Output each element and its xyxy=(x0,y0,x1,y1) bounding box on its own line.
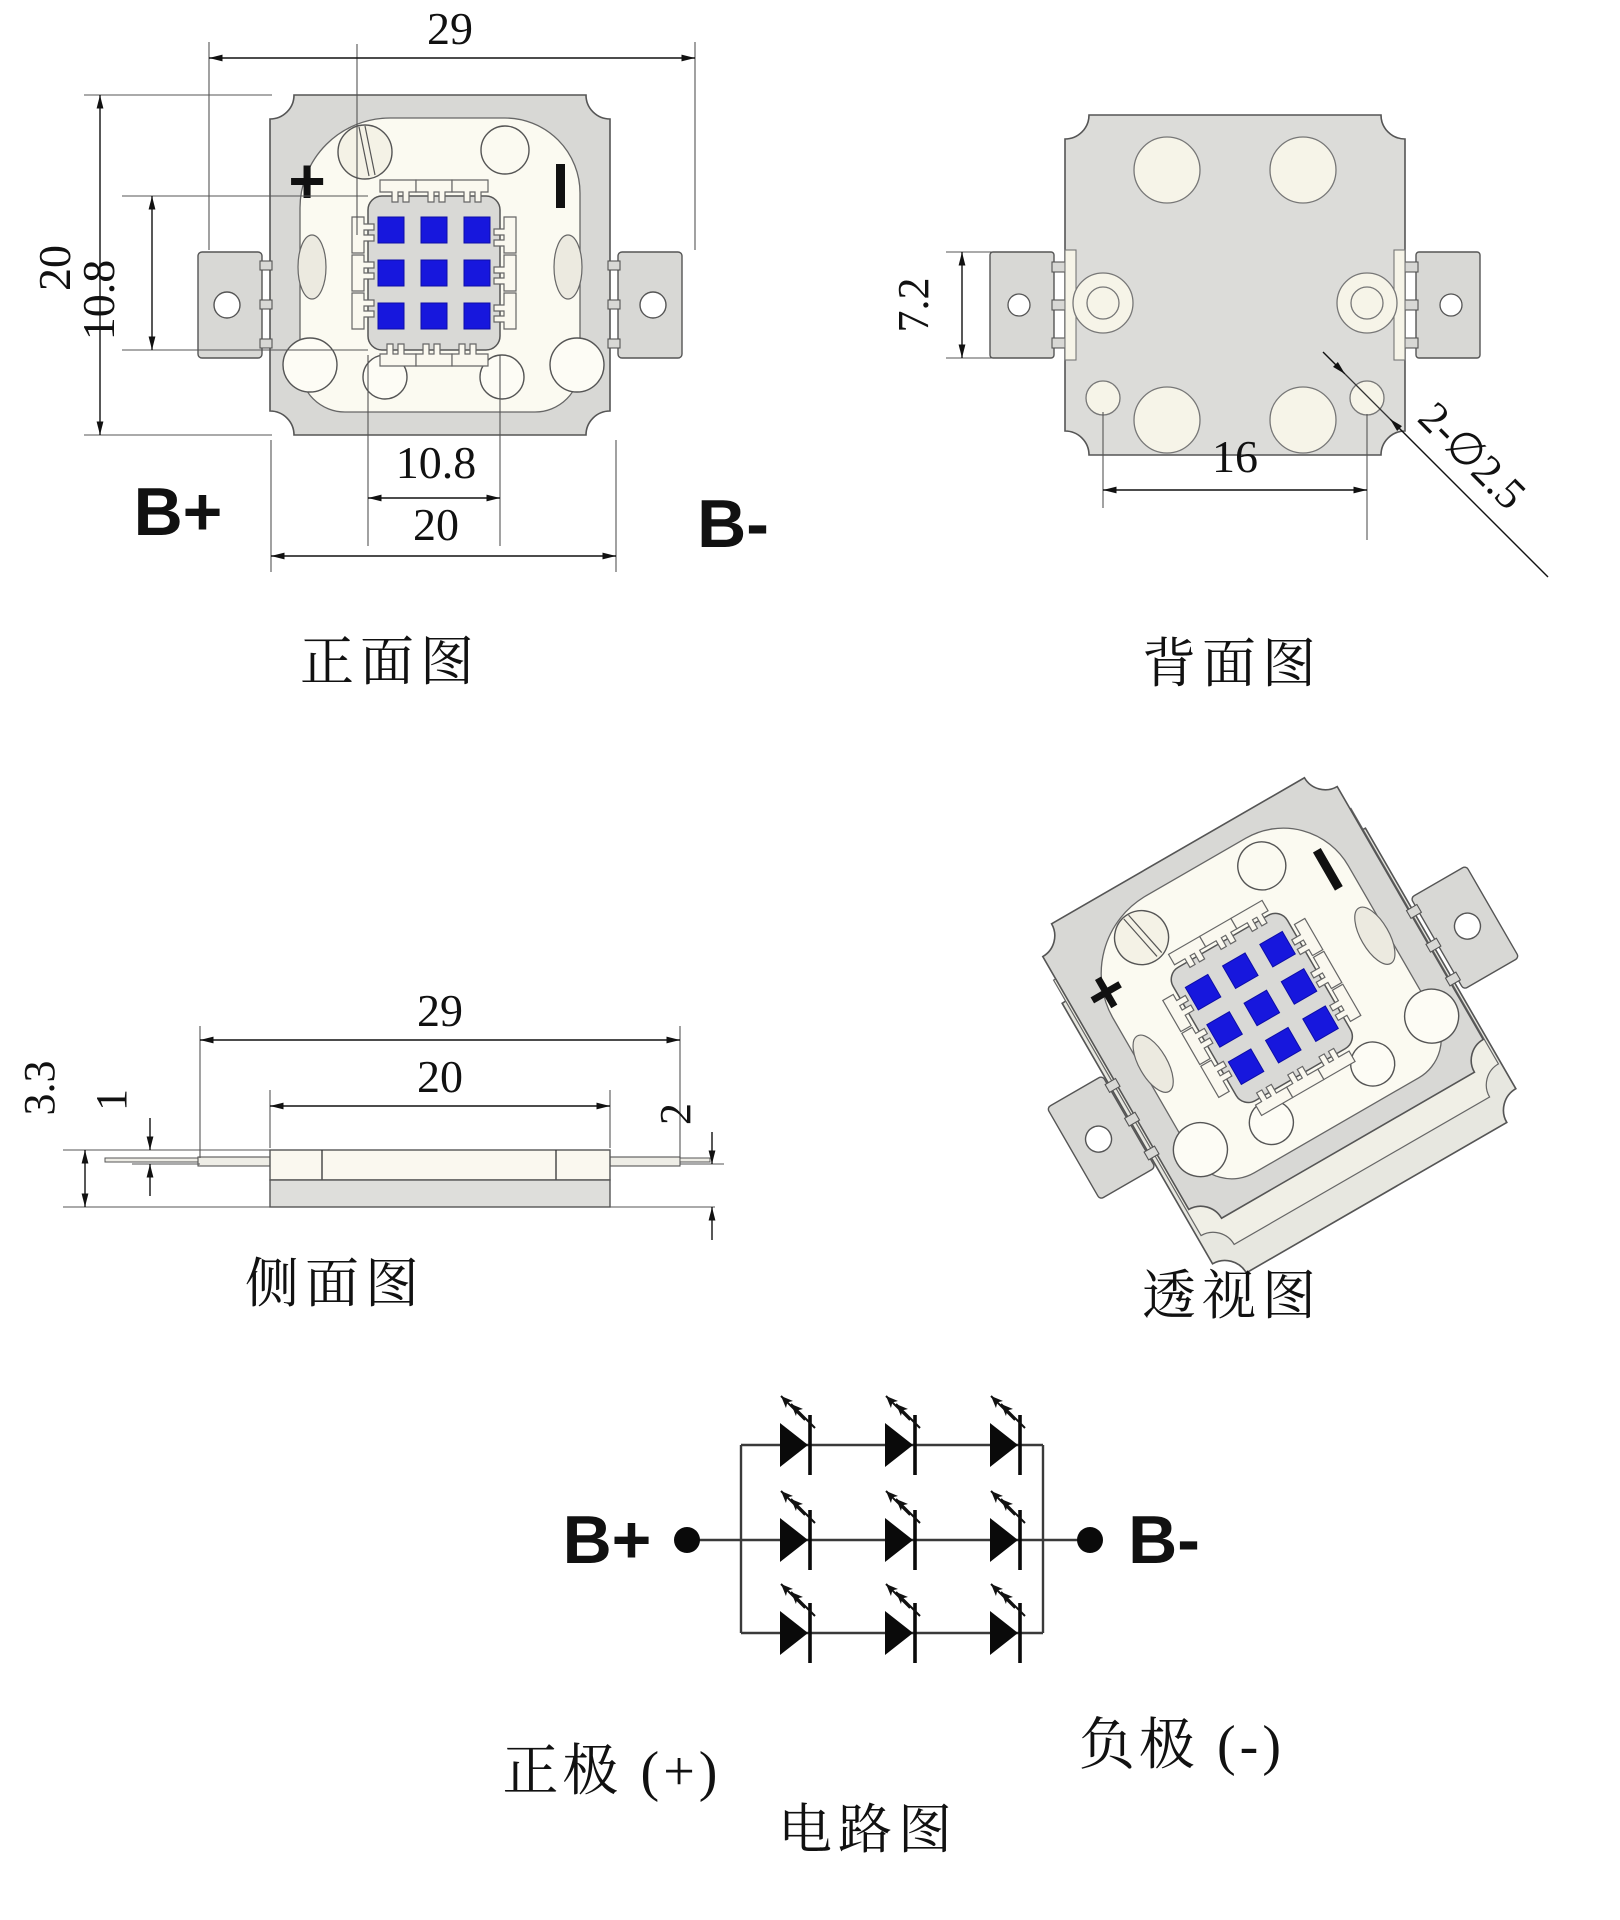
circuit-diagram xyxy=(563,1396,1200,1663)
left-lead-thin xyxy=(105,1158,198,1162)
cathode-label: 负极 (-) xyxy=(1079,1715,1285,1777)
perspective-view-caption: 透视图 xyxy=(1142,1266,1322,1326)
perspective-view xyxy=(968,730,1557,1285)
front-body-width-dim: 20 xyxy=(413,499,459,550)
perspective-module xyxy=(968,730,1557,1266)
front-led-area-height-dim: 10.8 xyxy=(73,259,124,341)
front-positive-terminal-label: B+ xyxy=(133,474,223,550)
front-total-height-dim: 20 xyxy=(29,245,80,291)
front-led-area-width-dim: 10.8 xyxy=(395,437,477,488)
front-view xyxy=(29,3,769,572)
left-lead xyxy=(198,1157,270,1166)
side-body-top xyxy=(270,1150,610,1180)
front-negative-terminal-label: B- xyxy=(697,486,769,562)
positive-node-dot xyxy=(674,1527,700,1553)
right-lead-thin xyxy=(680,1158,710,1162)
front-module xyxy=(198,95,682,435)
front-total-width-dim: 29 xyxy=(427,3,473,54)
side-view-caption: 侧面图 xyxy=(245,1254,425,1314)
back-view xyxy=(889,115,1548,577)
circuit-positive-label: B+ xyxy=(562,1502,652,1578)
back-left-tab xyxy=(990,250,1076,360)
circuit-negative-label: B- xyxy=(1128,1502,1200,1578)
right-lead xyxy=(610,1157,680,1166)
mounting-hole-left xyxy=(1086,381,1120,415)
side-lead-offset-dim: 1 xyxy=(87,1089,136,1111)
led-array xyxy=(780,1396,1025,1663)
anode-label: 正极 (+) xyxy=(502,1741,722,1803)
hole-callout-text: 2-∅2.5 xyxy=(1408,392,1536,520)
circuit-caption: 电路图 xyxy=(778,1800,958,1860)
side-body-width-dim: 20 xyxy=(417,1051,463,1102)
side-view xyxy=(15,985,724,1240)
back-right-tab xyxy=(1394,250,1480,360)
back-view-caption: 背面图 xyxy=(1142,634,1322,694)
front-view-caption: 正面图 xyxy=(300,632,480,692)
side-total-height-dim: 3.3 xyxy=(15,1060,64,1116)
back-tab-height-dim: 7.2 xyxy=(889,277,938,333)
side-base-height-dim: 2 xyxy=(651,1103,700,1125)
back-hole-spacing-dim: 16 xyxy=(1212,431,1258,482)
side-total-width-dim: 29 xyxy=(417,985,463,1036)
side-body-base xyxy=(270,1180,610,1207)
mounting-hole-right xyxy=(1350,381,1384,415)
negative-node-dot xyxy=(1077,1527,1103,1553)
hole-diameter-callout xyxy=(1323,352,1548,577)
